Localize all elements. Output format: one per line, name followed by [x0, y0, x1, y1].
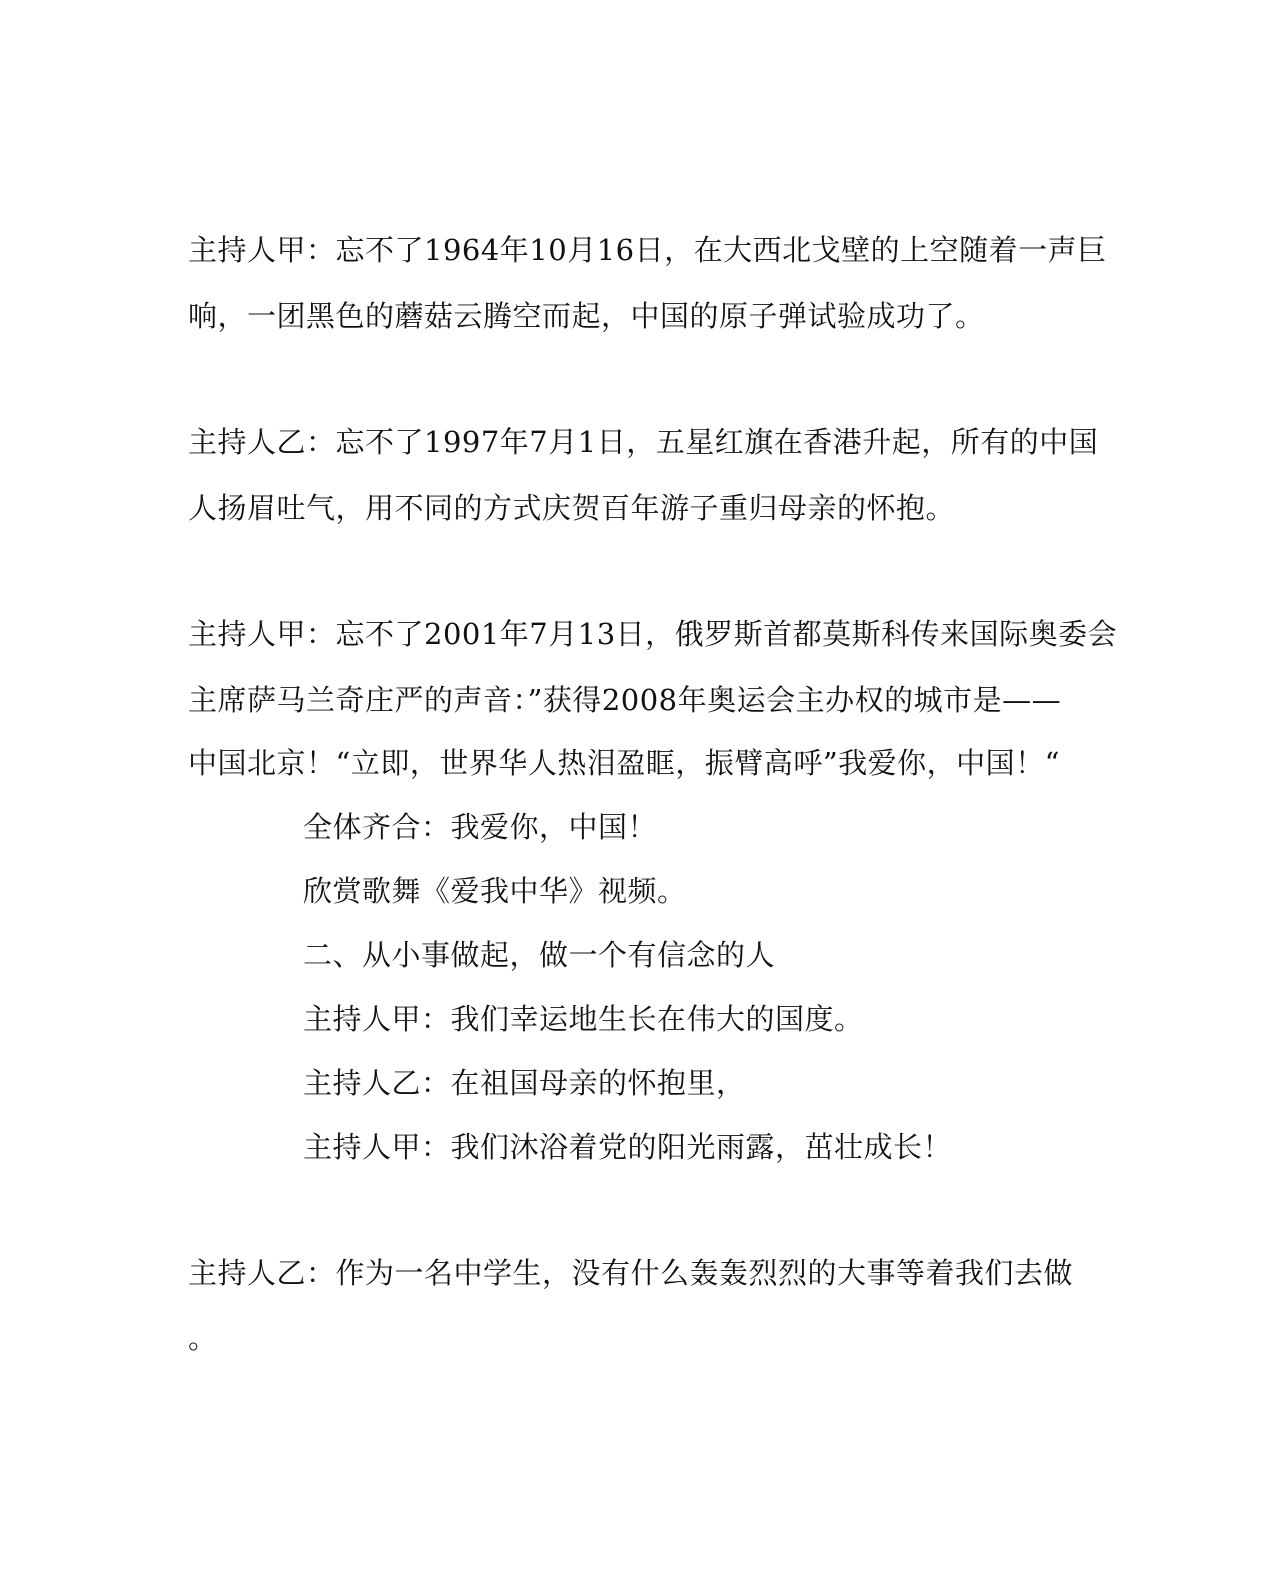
paragraph-10-line-2: 。 [188, 1321, 218, 1355]
paragraph-3-line-2: 主席萨马兰奇庄严的声音：”获得2008年奥运会主办权的城市是—— [188, 683, 1062, 717]
paragraph-5: 欣赏歌舞《爱我中华》视频。 [303, 874, 687, 908]
paragraph-8: 主持人乙：在祖国母亲的怀抱里， [303, 1066, 746, 1100]
paragraph-4: 全体齐合：我爱你，中国！ [303, 810, 658, 844]
paragraph-10-line-1: 主持人乙：作为一名中学生，没有什么轰轰烈烈的大事等着我们去做 [188, 1256, 1074, 1290]
paragraph-2-line-2: 人扬眉吐气，用不同的方式庆贺百年游子重归母亲的怀抱。 [188, 491, 956, 525]
paragraph-9: 主持人甲：我们沐浴着党的阳光雨露，茁壮成长！ [303, 1130, 953, 1164]
paragraph-1-line-2: 响，一团黑色的蘑菇云腾空而起，中国的原子弹试验成功了。 [188, 299, 985, 333]
paragraph-3-line-3: 中国北京！“立即，世界华人热泪盈眶，振臂高呼”我爱你，中国！“ [188, 746, 1060, 780]
paragraph-7: 主持人甲：我们幸运地生长在伟大的国度。 [303, 1002, 864, 1036]
paragraph-3-line-1: 主持人甲：忘不了2001年7月13日，俄罗斯首都莫斯科传来国际奥委会 [188, 617, 1118, 651]
paragraph-1-line-1: 主持人甲：忘不了1964年10月16日，在大西北戈壁的上空随着一声巨 [188, 233, 1107, 267]
paragraph-2-line-1: 主持人乙：忘不了1997年7月1日，五星红旗在香港升起，所有的中国 [188, 425, 1099, 459]
paragraph-6-section-heading: 二、从小事做起，做一个有信念的人 [303, 938, 776, 972]
